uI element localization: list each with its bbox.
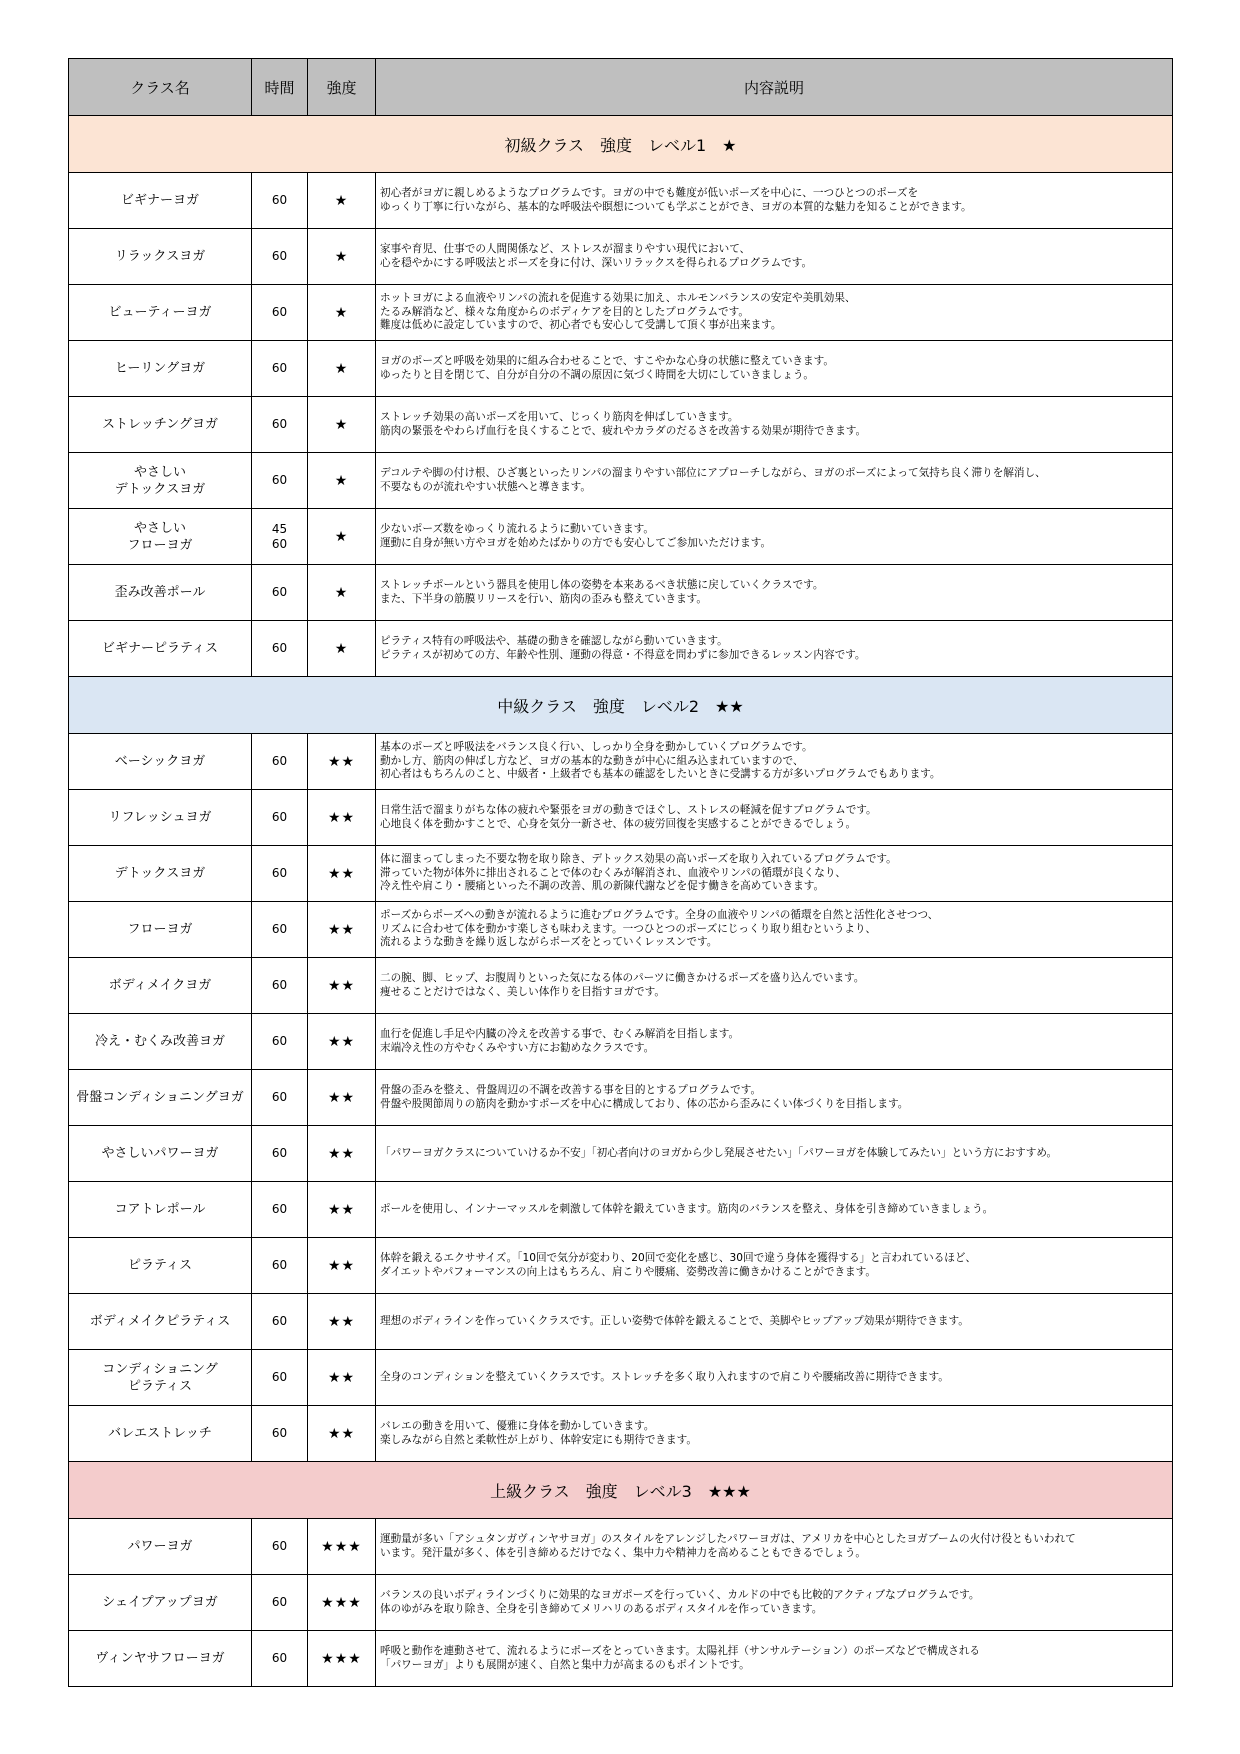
description-cell: 呼吸と動作を連動させて、流れるようにポーズをとっていきます。太陽礼拝（サンサルテーション）のポーズなどで構成される 「パワーヨガ」よりも展開が速く、自然と集中力が高まるのもポイントです。 xyxy=(376,1631,1173,1687)
header-intensity: 強度 xyxy=(308,59,376,116)
description-cell: 血行を促進し手足や内臓の冷えを改善する事で、むくみ解消を目指します。 末端冷え性の方やむくみやすい方にお勧めなクラスです。 xyxy=(376,1014,1173,1070)
description-cell: 二の腕、脚、ヒップ、お腹周りといった気になる体のパーツに働きかけるポーズを盛り込んでいます。 痩せることだけではなく、美しい体作りを目指すヨガです。 xyxy=(376,958,1173,1014)
time-cell: 60 xyxy=(252,846,308,902)
intensity-cell: ★★ xyxy=(308,846,376,902)
intensity-cell: ★ xyxy=(308,173,376,229)
time-cell: 60 xyxy=(252,1070,308,1126)
intensity-cell: ★★★ xyxy=(308,1575,376,1631)
class-name-cell: ボディメイクヨガ xyxy=(69,958,252,1014)
class-name-cell: デトックスヨガ xyxy=(69,846,252,902)
class-name-cell: リフレッシュヨガ xyxy=(69,790,252,846)
table-row xyxy=(69,1631,1173,1687)
table-row xyxy=(69,1294,1173,1350)
time-cell: 60 xyxy=(252,1350,308,1406)
time-cell: 60 xyxy=(252,1014,308,1070)
description-cell: 基本のポーズと呼吸法をバランス良く行い、しっかり全身を動かしていくプログラムです。 動かし方、筋肉の伸ばし方など、ヨガの基本的な動きが中心に組み込まれていますので、 初心者はもちろんのこと、中級者・上級者でも基本の確認をしたいときに受講する方が多いプログラムでもあります。 xyxy=(376,734,1173,790)
header-time: 時間 xyxy=(252,59,308,116)
description-cell: ピラティス特有の呼吸法や、基礎の動きを確認しながら動いていきます。 ピラティスが初めての方、年齢や性別、運動の得意・不得意を問わずに参加できるレッスン内容です。 xyxy=(376,621,1173,677)
table-row xyxy=(69,1350,1173,1406)
intensity-cell: ★ xyxy=(308,453,376,509)
time-cell: 60 xyxy=(252,1126,308,1182)
description-cell: バランスの良いボディラインづくりに効果的なヨガポーズを行っていく、カルドの中でも比較的アクティブなプログラムです。 体のゆがみを取り除き、全身を引き締めてメリハリのあるボディスタイルを作っていきます。 xyxy=(376,1575,1173,1631)
section-title: 初級クラス 強度 レベル1 ★ xyxy=(69,116,1173,173)
table-row xyxy=(69,173,1173,229)
table-row xyxy=(69,397,1173,453)
description-cell: ヨガのポーズと呼吸を効果的に組み合わせることで、すこやかな心身の状態に整えていきます。 ゆったりと目を閉じて、自分が自分の不調の原因に気づく時間を大切にしていきましょう。 xyxy=(376,341,1173,397)
class-name-cell: ビギナーヨガ xyxy=(69,173,252,229)
intensity-cell: ★ xyxy=(308,621,376,677)
table-row xyxy=(69,846,1173,902)
table-body xyxy=(69,116,1173,1687)
time-cell: 45 60 xyxy=(252,509,308,565)
table-row xyxy=(69,1519,1173,1575)
description-cell: ストレッチ効果の高いポーズを用いて、じっくり筋肉を伸ばしていきます。 筋肉の緊張をやわらげ血行を良くすることで、疲れやカラダのだるさを改善する効果が期待できます。 xyxy=(376,397,1173,453)
table-row xyxy=(69,734,1173,790)
class-name-cell: ビギナーピラティス xyxy=(69,621,252,677)
time-cell: 60 xyxy=(252,173,308,229)
class-name-cell: ベーシックヨガ xyxy=(69,734,252,790)
time-cell: 60 xyxy=(252,958,308,1014)
intensity-cell: ★ xyxy=(308,229,376,285)
intensity-cell: ★★ xyxy=(308,958,376,1014)
description-cell: 初心者がヨガに親しめるようなプログラムです。ヨガの中でも難度が低いポーズを中心に、一つひとつのポーズを ゆっくり丁寧に行いながら、基本的な呼吸法や瞑想についても学ぶことができ、ヨガの本質的な魅力を知ることができます。 xyxy=(376,173,1173,229)
header-description: 内容説明 xyxy=(376,59,1173,116)
header-row xyxy=(69,59,1173,116)
table-row xyxy=(69,453,1173,509)
time-cell: 60 xyxy=(252,621,308,677)
intensity-cell: ★★★ xyxy=(308,1631,376,1687)
intensity-cell: ★ xyxy=(308,509,376,565)
time-cell: 60 xyxy=(252,790,308,846)
table-row xyxy=(69,229,1173,285)
section-title: 上級クラス 強度 レベル3 ★★★ xyxy=(69,1462,1173,1519)
description-cell: ホットヨガによる血液やリンパの流れを促進する効果に加え、ホルモンバランスの安定や美肌効果、 たるみ解消など、様々な角度からのボディケアを目的としたプログラムです。 難度は低めに設定していますので、初心者でも安心して受講して頂く事が出来ます。 xyxy=(376,285,1173,341)
intensity-cell: ★ xyxy=(308,285,376,341)
table-row xyxy=(69,1406,1173,1462)
time-cell: 60 xyxy=(252,565,308,621)
description-cell: 日常生活で溜まりがちな体の疲れや緊張をヨガの動きでほぐし、ストレスの軽減を促すプログラムです。 心地良く体を動かすことで、心身を気分一新させ、体の疲労回復を実感することができるでしょう。 xyxy=(376,790,1173,846)
class-name-cell: やさしい デトックスヨガ xyxy=(69,453,252,509)
class-name-cell: ヒーリングヨガ xyxy=(69,341,252,397)
table-row xyxy=(69,285,1173,341)
description-cell: 体に溜まってしまった不要な物を取り除き、デトックス効果の高いポーズを取り入れているプログラムです。 滞っていた物が体外に排出されることで体のむくみが解消され、血液やリンパの循環が良くなり、 冷え性や肩こり・腰痛といった不調の改善、肌の新陳代謝などを促す働きを高めていきます。 xyxy=(376,846,1173,902)
intensity-cell: ★★ xyxy=(308,1294,376,1350)
intensity-cell: ★ xyxy=(308,341,376,397)
class-name-cell: パワーヨガ xyxy=(69,1519,252,1575)
intensity-cell: ★★ xyxy=(308,1238,376,1294)
class-name-cell: バレエストレッチ xyxy=(69,1406,252,1462)
description-cell: バレエの動きを用いて、優雅に身体を動かしていきます。 楽しみながら自然と柔軟性が上がり、体幹安定にも期待できます。 xyxy=(376,1406,1173,1462)
time-cell: 60 xyxy=(252,1294,308,1350)
time-cell: 60 xyxy=(252,453,308,509)
intensity-cell: ★★ xyxy=(308,1014,376,1070)
time-cell: 60 xyxy=(252,341,308,397)
time-cell: 60 xyxy=(252,902,308,958)
intensity-cell: ★★ xyxy=(308,1070,376,1126)
table-row xyxy=(69,1575,1173,1631)
class-name-cell: 骨盤コンディショニングヨガ xyxy=(69,1070,252,1126)
table-row xyxy=(69,341,1173,397)
intensity-cell: ★★ xyxy=(308,734,376,790)
description-cell: ストレッチポールという器具を使用し体の姿勢を本来あるべき状態に戻していくクラスです。 また、下半身の筋膜リリースを行い、筋肉の歪みも整えていきます。 xyxy=(376,565,1173,621)
table-row xyxy=(69,621,1173,677)
time-cell: 60 xyxy=(252,1631,308,1687)
table-row xyxy=(69,1126,1173,1182)
intensity-cell: ★★ xyxy=(308,1350,376,1406)
description-cell: 少ないポーズ数をゆっくり流れるように動いていきます。 運動に自身が無い方やヨガを始めたばかりの方でも安心してご参加いただけます。 xyxy=(376,509,1173,565)
description-cell: 全身のコンディションを整えていくクラスです。ストレッチを多く取り入れますので肩こりや腰痛改善に期待できます。 xyxy=(376,1350,1173,1406)
time-cell: 60 xyxy=(252,734,308,790)
class-name-cell: ストレッチングヨガ xyxy=(69,397,252,453)
intensity-cell: ★★ xyxy=(308,790,376,846)
class-name-cell: フローヨガ xyxy=(69,902,252,958)
intensity-cell: ★★ xyxy=(308,1406,376,1462)
description-cell: 理想のボディラインを作っていくクラスです。正しい姿勢で体幹を鍛えることで、美脚やヒップアップ効果が期待できます。 xyxy=(376,1294,1173,1350)
table-row xyxy=(69,1238,1173,1294)
time-cell: 60 xyxy=(252,1406,308,1462)
section-row xyxy=(69,1462,1173,1519)
table-row xyxy=(69,565,1173,621)
table-row xyxy=(69,1182,1173,1238)
time-cell: 60 xyxy=(252,1182,308,1238)
class-name-cell: ビューティーヨガ xyxy=(69,285,252,341)
table-row xyxy=(69,958,1173,1014)
description-cell: ポールを使用し、インナーマッスルを刺激して体幹を鍛えていきます。筋肉のバランスを整え、身体を引き締めていきましょう。 xyxy=(376,1182,1173,1238)
intensity-cell: ★★ xyxy=(308,1126,376,1182)
class-name-cell: 歪み改善ポール xyxy=(69,565,252,621)
class-name-cell: 冷え・むくみ改善ヨガ xyxy=(69,1014,252,1070)
table-row xyxy=(69,1070,1173,1126)
header-class-name: クラス名 xyxy=(69,59,252,116)
intensity-cell: ★★ xyxy=(308,1182,376,1238)
time-cell: 60 xyxy=(252,229,308,285)
class-name-cell: ヴィンヤサフローヨガ xyxy=(69,1631,252,1687)
intensity-cell: ★ xyxy=(308,565,376,621)
description-cell: デコルテや脚の付け根、ひざ裏といったリンパの溜まりやすい部位にアプローチしながら、ヨガのポーズによって気持ち良く滞りを解消し、 不要なものが流れやすい状態へと導きます。 xyxy=(376,453,1173,509)
description-cell: 体幹を鍛えるエクササイズ。「10回で気分が変わり、20回で変化を感じ、30回で違う身体を獲得する」と言われているほど、 ダイエットやパフォーマンスの向上はもちろん、肩こりや腰痛、姿勢改善に働きかけることができます。 xyxy=(376,1238,1173,1294)
class-name-cell: やさしいパワーヨガ xyxy=(69,1126,252,1182)
table-row xyxy=(69,902,1173,958)
description-cell: 運動量が多い「アシュタンガヴィンヤサヨガ」のスタイルをアレンジしたパワーヨガは、アメリカを中心としたヨガブームの火付け役ともいわれて います。発汗量が多く、体を引き締めるだけでなく、集中力や精神力を高めることもできるでしょう。 xyxy=(376,1519,1173,1575)
class-name-cell: ピラティス xyxy=(69,1238,252,1294)
description-cell: 骨盤の歪みを整え、骨盤周辺の不調を改善する事を目的とするプログラムです。 骨盤や股関節周りの筋肉を動かすポーズを中心に構成しており、体の芯から歪みにくい体づくりを目指します。 xyxy=(376,1070,1173,1126)
description-cell: 家事や育児、仕事での人間関係など、ストレスが溜まりやすい現代において、 心を穏やかにする呼吸法とポーズを身に付け、深いリラックスを得られるプログラムです。 xyxy=(376,229,1173,285)
class-name-cell: コンディショニング ピラティス xyxy=(69,1350,252,1406)
class-name-cell: シェイプアップヨガ xyxy=(69,1575,252,1631)
time-cell: 60 xyxy=(252,397,308,453)
section-row xyxy=(69,116,1173,173)
table-row xyxy=(69,509,1173,565)
time-cell: 60 xyxy=(252,1238,308,1294)
intensity-cell: ★★ xyxy=(308,902,376,958)
description-cell: 「パワーヨガクラスについていけるか不安」「初心者向けのヨガから少し発展させたい」「パワーヨガを体験してみたい」という方におすすめ。 xyxy=(376,1126,1173,1182)
table-row xyxy=(69,1014,1173,1070)
description-cell: ポーズからポーズへの動きが流れるように進むプログラムです。全身の血液やリンパの循環を自然と活性化させつつ、 リズムに合わせて体を動かす楽しさも味わえます。一つひとつのポーズにじっくり取り組むというより、 流れるような動きを繰り返しながらポーズをとっていくレッスンです。 xyxy=(376,902,1173,958)
class-name-cell: リラックスヨガ xyxy=(69,229,252,285)
section-row xyxy=(69,677,1173,734)
section-title: 中級クラス 強度 レベル2 ★★ xyxy=(69,677,1173,734)
time-cell: 60 xyxy=(252,1575,308,1631)
table-row xyxy=(69,790,1173,846)
class-name-cell: やさしい フローヨガ xyxy=(69,509,252,565)
class-table xyxy=(68,58,1173,1687)
intensity-cell: ★★★ xyxy=(308,1519,376,1575)
time-cell: 60 xyxy=(252,1519,308,1575)
class-name-cell: ボディメイクピラティス xyxy=(69,1294,252,1350)
intensity-cell: ★ xyxy=(308,397,376,453)
time-cell: 60 xyxy=(252,285,308,341)
class-name-cell: コアトレポール xyxy=(69,1182,252,1238)
